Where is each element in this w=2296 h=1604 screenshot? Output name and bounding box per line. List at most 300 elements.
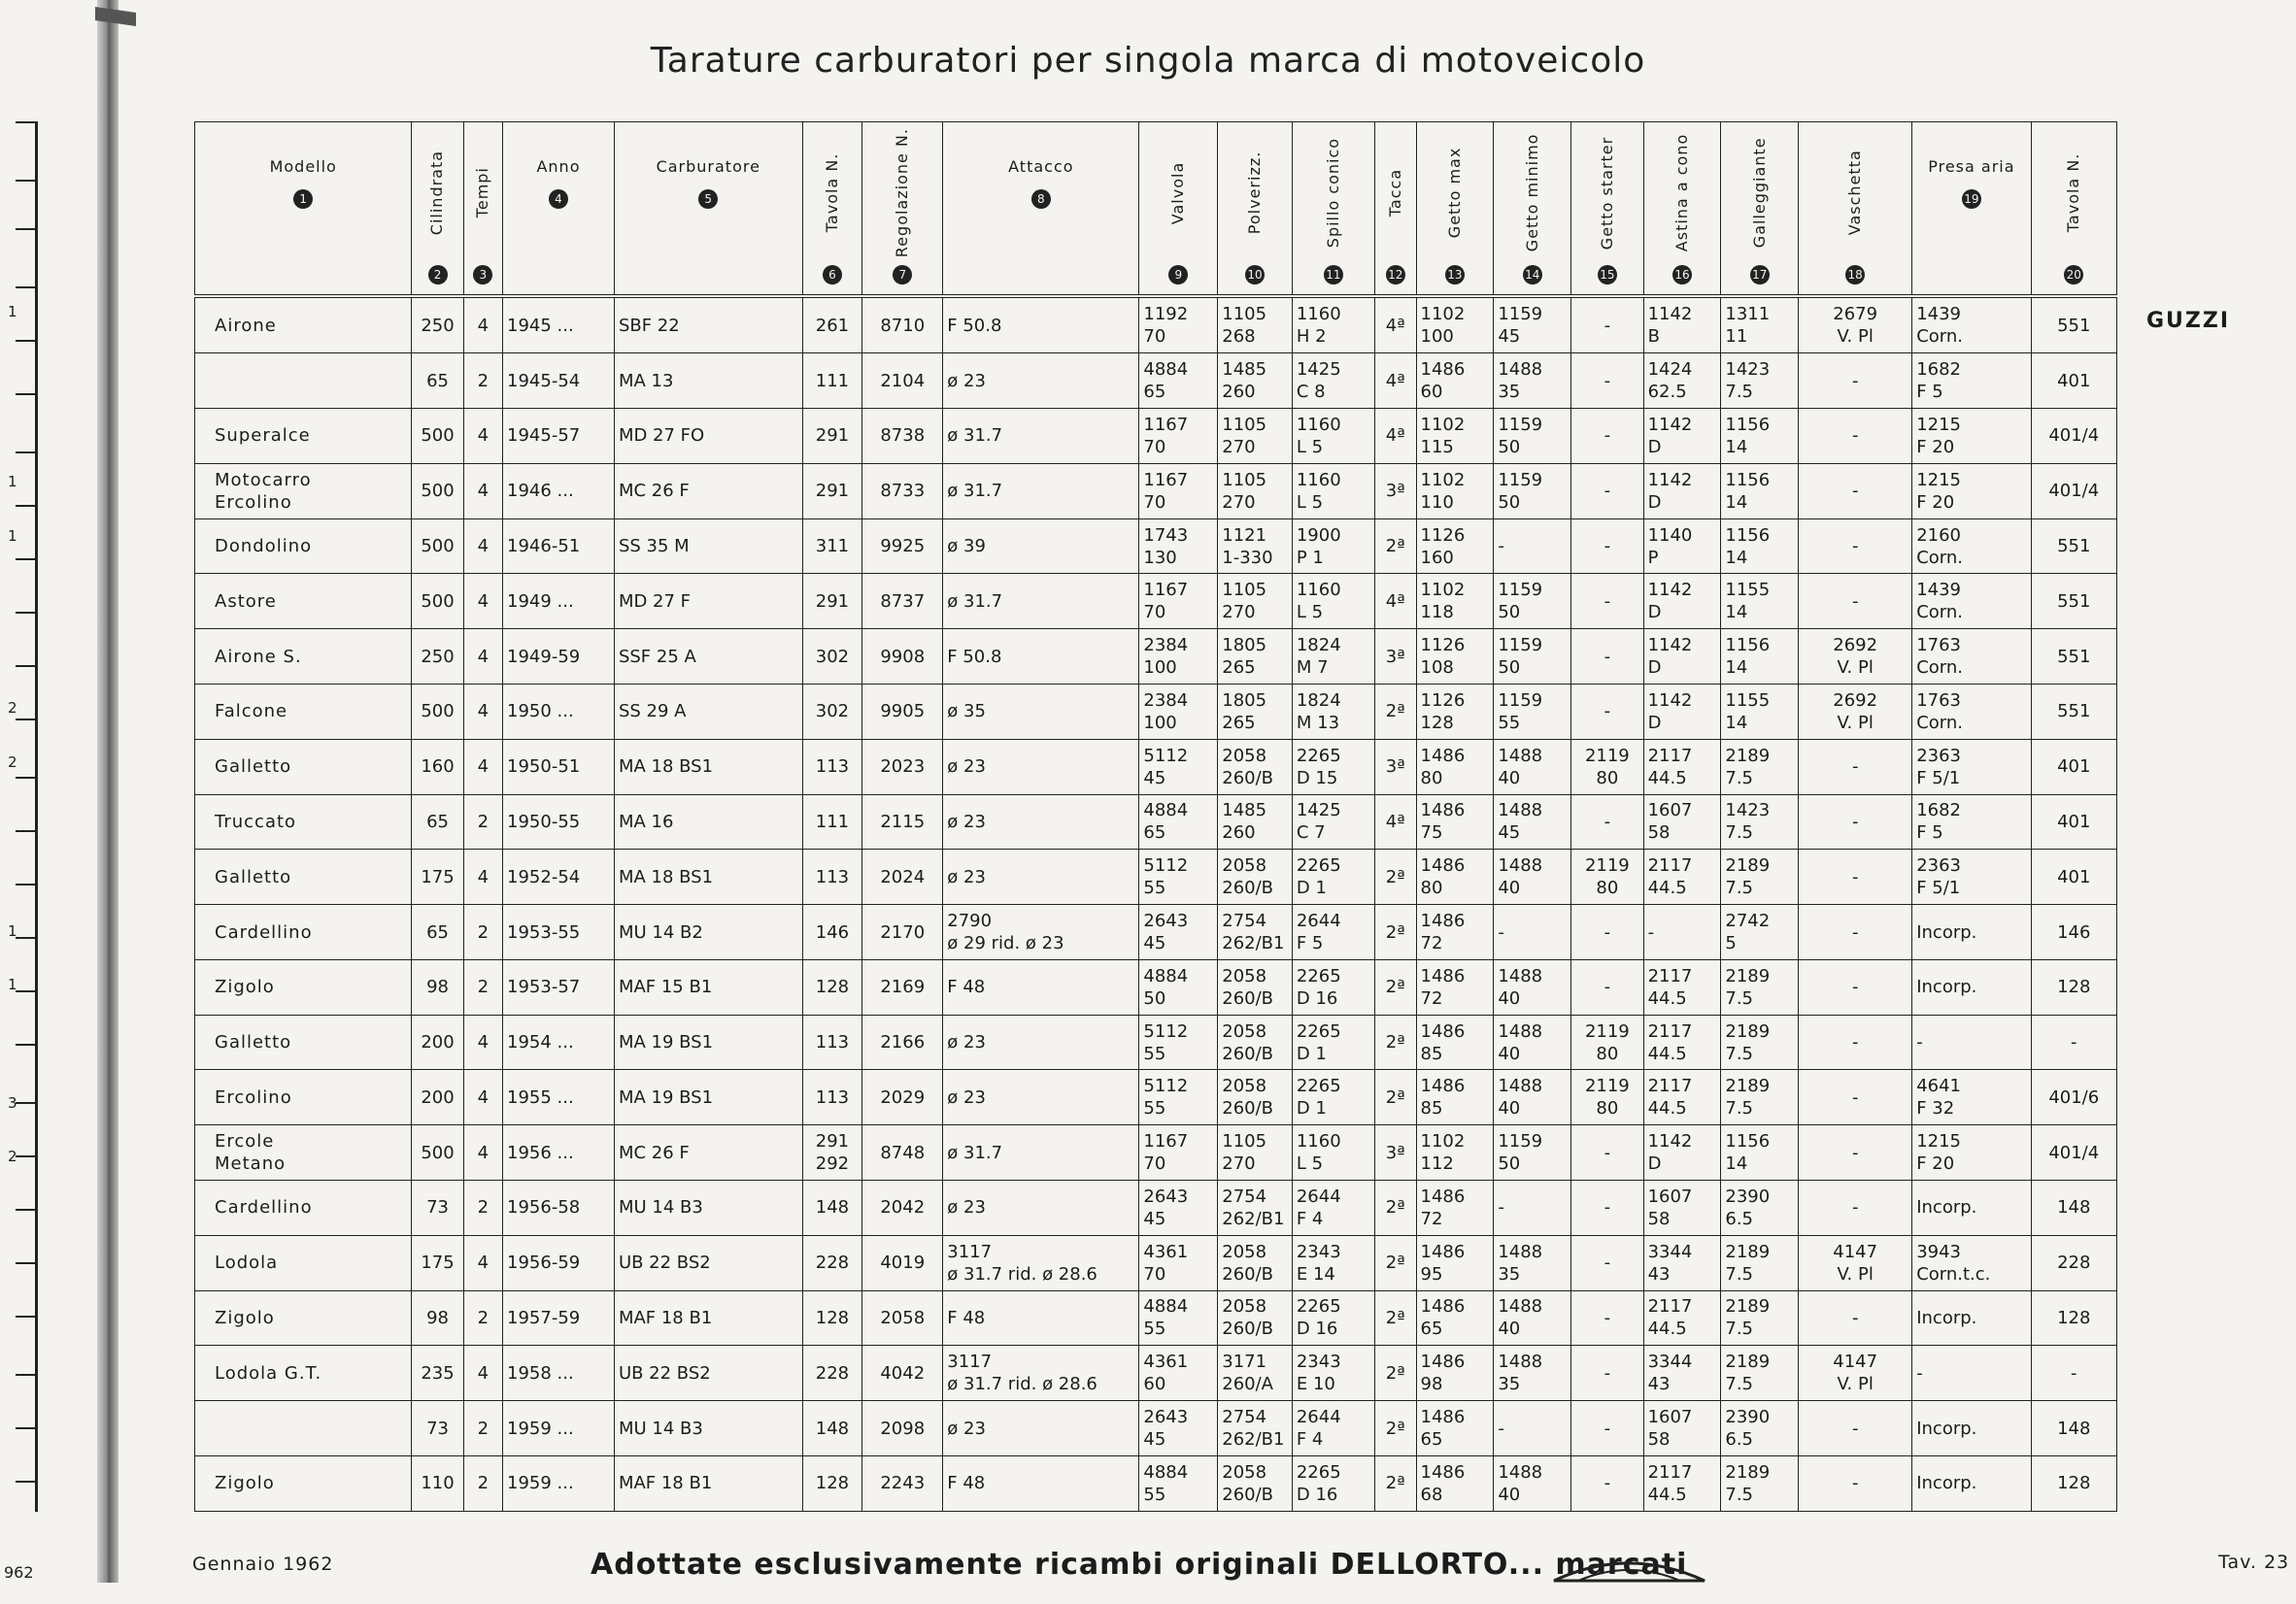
cell-anno: 1945-57 [503,409,615,464]
cell-attacco: ø 23 [943,1181,1139,1236]
cell-tav: 111 [802,353,862,409]
cell-gmax: 1486 95 [1416,1235,1494,1290]
cell-gstart: - [1571,1455,1643,1511]
ruler-number: 1 [8,527,17,545]
cell-polv: 1105 268 [1218,296,1293,353]
cell-anno: 1953-55 [503,905,615,960]
cell-gstart: - [1571,1346,1643,1401]
cell-tacca: 2ª [1374,959,1416,1015]
cell-presa: 1439 Corn. [1912,574,2031,629]
cell-tacca: 2ª [1374,1070,1416,1125]
table-row [195,1455,2117,1511]
cell-cil: 500 [412,518,463,574]
header-number-icon: 10 [1245,265,1265,284]
header-tacca [1374,122,1416,297]
cell-tacca: 4ª [1374,574,1416,629]
cell-modello: Falcone [195,684,412,739]
cell-carb: MA 19 BS1 [614,1070,802,1125]
cell-valvola: 5112 55 [1139,1015,1218,1070]
cell-reg: 8733 [862,463,943,518]
cell-spillo: 2265 D 1 [1292,850,1374,905]
table-row [195,296,2117,353]
cell-tempi: 2 [463,1181,502,1236]
cell-valvola: 2384 100 [1139,629,1218,685]
cell-tav2: 551 [2031,518,2116,574]
cell-attacco: ø 23 [943,1401,1139,1456]
cell-gstart: 2119 80 [1571,1070,1643,1125]
cell-gmin: 1159 45 [1494,296,1571,353]
cell-tav: 228 [802,1346,862,1401]
header-number-icon: 16 [1672,265,1692,284]
cell-gall: 1156 14 [1721,518,1799,574]
header-label: Valvola [1168,161,1188,224]
header-presa-aria [1912,122,2031,297]
ruler-tick [16,1374,35,1376]
cell-gmax: 1102 118 [1416,574,1494,629]
cell-tempi: 4 [463,629,502,685]
ruler-tick [16,718,35,720]
cell-gall: 1156 14 [1721,629,1799,685]
ruler-tick [16,228,35,230]
cell-valvola: 2643 45 [1139,1181,1218,1236]
table-row [195,1346,2117,1401]
cell-cil: 500 [412,1125,463,1181]
cell-astina: 1607 58 [1643,1401,1721,1456]
cell-attacco: ø 31.7 [943,1125,1139,1181]
cell-vasch: - [1799,574,1912,629]
cell-carb: MC 26 F [614,463,802,518]
header-number-icon: 9 [1168,265,1188,284]
header-attacco [943,122,1139,297]
cell-presa: Incorp. [1912,1290,2031,1346]
cell-astina: 1607 58 [1643,1181,1721,1236]
cell-tempi: 4 [463,850,502,905]
cell-astina: 1607 58 [1643,794,1721,850]
cell-attacco: ø 39 [943,518,1139,574]
cell-reg: 2169 [862,959,943,1015]
cell-polv: 1121 1-330 [1218,518,1293,574]
cell-cil: 65 [412,353,463,409]
cell-spillo: 2265 D 16 [1292,1455,1374,1511]
cell-gall: 1155 14 [1721,574,1799,629]
cell-tav2: 401 [2031,850,2116,905]
cell-valvola: 1167 70 [1139,409,1218,464]
cell-tav2: 401/4 [2031,409,2116,464]
ruler-tick [16,1316,35,1318]
ruler-number: 3 [8,1094,17,1112]
cell-gall: 2742 5 [1721,905,1799,960]
margin-ruler [0,121,38,1512]
cell-gall: 2189 7.5 [1721,1290,1799,1346]
cell-gmax: 1486 72 [1416,959,1494,1015]
cell-cil: 500 [412,463,463,518]
cell-modello: Airone [195,296,412,353]
cell-tacca: 4ª [1374,296,1416,353]
cell-gmax: 1486 75 [1416,794,1494,850]
book-binding-shadow [97,0,118,1583]
cell-cil: 98 [412,1290,463,1346]
cell-modello: Galletto [195,739,412,794]
cell-tempi: 2 [463,959,502,1015]
header-label: Getto max [1444,147,1464,239]
cell-reg: 2029 [862,1070,943,1125]
cell-cil: 175 [412,850,463,905]
cell-polv: 2754 262/B1 [1218,905,1293,960]
cell-gmin: 1159 55 [1494,684,1571,739]
cell-reg: 8710 [862,296,943,353]
header-number-icon: 4 [549,189,568,209]
header-getto-starter [1571,122,1643,297]
cell-reg: 8737 [862,574,943,629]
cell-anno: 1950-55 [503,794,615,850]
cell-modello: Cardellino [195,905,412,960]
header-label: Tempi [473,167,492,218]
cell-polv: 1485 260 [1218,353,1293,409]
cell-tav: 128 [802,1455,862,1511]
cell-vasch: 4147 V. Pl [1799,1346,1912,1401]
cell-gstart: - [1571,1181,1643,1236]
cell-polv: 1105 270 [1218,409,1293,464]
cell-tav: 128 [802,1290,862,1346]
cell-valvola: 1192 70 [1139,296,1218,353]
cell-spillo: 2265 D 1 [1292,1015,1374,1070]
cell-tav2: 128 [2031,1290,2116,1346]
cell-polv: 2058 260/B [1218,1070,1293,1125]
cell-astina: 2117 44.5 [1643,1015,1721,1070]
ruler-tick [16,1209,35,1211]
cell-valvola: 5112 55 [1139,1070,1218,1125]
cell-valvola: 4884 55 [1139,1455,1218,1511]
table-row [195,1235,2117,1290]
cell-presa: 2363 F 5/1 [1912,850,2031,905]
cell-modello: Lodola G.T. [195,1346,412,1401]
cell-polv: 1105 270 [1218,463,1293,518]
cell-astina: 2117 44.5 [1643,959,1721,1015]
cell-anno: 1953-57 [503,959,615,1015]
header-number-icon: 14 [1523,265,1542,284]
cell-tav2: 128 [2031,1455,2116,1511]
header-label: Tacca [1385,168,1404,217]
cell-anno: 1956-59 [503,1235,615,1290]
cell-tav2: 551 [2031,296,2116,353]
cell-attacco: 3117 ø 31.7 rid. ø 28.6 [943,1235,1139,1290]
cell-spillo: 1824 M 13 [1292,684,1374,739]
ruler-tick [16,990,35,992]
cell-spillo: 2265 D 15 [1292,739,1374,794]
cell-tav: 291 [802,574,862,629]
cell-gstart: - [1571,463,1643,518]
table-row [195,1290,2117,1346]
header-getto-max [1416,122,1494,297]
ruler-tick [16,340,35,342]
cell-spillo: 1425 C 7 [1292,794,1374,850]
cell-tempi: 4 [463,463,502,518]
header-label: Carburatore [656,157,760,176]
cell-gmin: 1159 50 [1494,1125,1571,1181]
cell-carb: MA 18 BS1 [614,850,802,905]
cell-reg: 9925 [862,518,943,574]
cell-modello: Ercole Metano [195,1125,412,1181]
cell-gmax: 1102 115 [1416,409,1494,464]
header-astina-a-cono [1643,122,1721,297]
cell-tacca: 2ª [1374,850,1416,905]
cell-carb: SSF 25 A [614,629,802,685]
cell-tav: 291 [802,463,862,518]
cell-astina: 1142 D [1643,574,1721,629]
ruler-number: 2 [8,1148,17,1165]
cell-spillo: 1160 H 2 [1292,296,1374,353]
table-row [195,1401,2117,1456]
header-label: Presa aria [1928,157,2015,176]
cell-polv: 3171 260/A [1218,1346,1293,1401]
cell-gall: 1423 7.5 [1721,794,1799,850]
cell-presa: Incorp. [1912,1455,2031,1511]
header-label: Astina a cono [1671,133,1691,252]
cell-valvola: 1167 70 [1139,1125,1218,1181]
cell-tav: 128 [802,959,862,1015]
table-row [195,959,2117,1015]
cell-carb: MA 19 BS1 [614,1015,802,1070]
cell-cil: 73 [412,1181,463,1236]
header-label: Tavola N. [2064,152,2083,233]
header-label: Modello [269,157,337,176]
cell-modello: Cardellino [195,1181,412,1236]
cell-reg: 9908 [862,629,943,685]
cell-astina: - [1643,905,1721,960]
cell-gmax: 1486 72 [1416,1181,1494,1236]
header-number-icon: 8 [1031,189,1051,209]
cell-astina: 3344 43 [1643,1235,1721,1290]
cell-astina: 1142 D [1643,409,1721,464]
cell-vasch: - [1799,794,1912,850]
cell-carb: SS 29 A [614,684,802,739]
ruler-tick [16,1481,35,1483]
ruler-tick [16,451,35,453]
cell-tempi: 4 [463,574,502,629]
cell-polv: 2058 260/B [1218,1290,1293,1346]
cell-reg: 8738 [862,409,943,464]
cell-tacca: 2ª [1374,1015,1416,1070]
cell-tacca: 3ª [1374,463,1416,518]
cell-tav: 311 [802,518,862,574]
cell-gall: 2189 7.5 [1721,1235,1799,1290]
cell-gstart: - [1571,1401,1643,1456]
header-number-icon: 13 [1445,265,1465,284]
cell-attacco: 3117 ø 31.7 rid. ø 28.6 [943,1346,1139,1401]
cell-attacco: ø 23 [943,1070,1139,1125]
cell-spillo: 2644 F 5 [1292,905,1374,960]
cell-modello: Galletto [195,1015,412,1070]
cell-cil: 250 [412,629,463,685]
cell-tav: 148 [802,1401,862,1456]
cell-polv: 2058 260/B [1218,1455,1293,1511]
cell-tav2: 148 [2031,1181,2116,1236]
cell-gmin: - [1494,1401,1571,1456]
cell-tempi: 4 [463,739,502,794]
cell-cil: 175 [412,1235,463,1290]
table-row [195,409,2117,464]
cell-spillo: 2265 D 1 [1292,1070,1374,1125]
cell-polv: 2754 262/B1 [1218,1401,1293,1456]
cell-valvola: 1167 70 [1139,574,1218,629]
ruler-tick [16,937,35,939]
cell-presa: 1439 Corn. [1912,296,2031,353]
cell-attacco: ø 23 [943,353,1139,409]
cell-presa: 2363 F 5/1 [1912,739,2031,794]
cell-gmin: 1488 40 [1494,1290,1571,1346]
cell-attacco: ø 23 [943,850,1139,905]
cell-carb: MAF 18 B1 [614,1290,802,1346]
table-row [195,1015,2117,1070]
cell-tav: 291 [802,409,862,464]
cell-spillo: 2343 E 14 [1292,1235,1374,1290]
cell-vasch: - [1799,353,1912,409]
table-row [195,574,2117,629]
ruler-tick [16,612,35,614]
cell-cil: 235 [412,1346,463,1401]
cell-polv: 2058 260/B [1218,1235,1293,1290]
cell-attacco: F 48 [943,1290,1139,1346]
cell-modello: Lodola [195,1235,412,1290]
cell-anno: 1949-59 [503,629,615,685]
cell-carb: MA 13 [614,353,802,409]
ruler-tick [16,286,35,288]
cell-gstart: - [1571,574,1643,629]
cell-anno: 1957-59 [503,1290,615,1346]
header-modello [195,122,412,297]
cell-presa: 4641 F 32 [1912,1070,2031,1125]
dellorto-logo-icon [1549,1554,1709,1583]
cell-carb: MU 14 B3 [614,1401,802,1456]
cell-gall: 1311 11 [1721,296,1799,353]
header-number-icon: 7 [893,265,912,284]
cell-tav: 113 [802,739,862,794]
cell-tacca: 2ª [1374,518,1416,574]
cell-tempi: 4 [463,518,502,574]
header-number-icon: 15 [1598,265,1617,284]
cell-tav2: 401 [2031,739,2116,794]
cell-cil: 500 [412,684,463,739]
header-number-icon: 2 [428,265,448,284]
cell-spillo: 1160 L 5 [1292,463,1374,518]
cell-modello: Zigolo [195,1290,412,1346]
cell-cil: 500 [412,574,463,629]
cell-modello: Dondolino [195,518,412,574]
table-row [195,1181,2117,1236]
cell-attacco: 2790 ø 29 rid. ø 23 [943,905,1139,960]
cell-tempi: 2 [463,794,502,850]
brand-label: GUZZI [2146,309,2231,333]
cell-tav2: 401 [2031,794,2116,850]
cell-modello: Ercolino [195,1070,412,1125]
cell-polv: 1805 265 [1218,629,1293,685]
header-number-icon: 18 [1845,265,1865,284]
cell-presa: Incorp. [1912,959,2031,1015]
cell-vasch: - [1799,1070,1912,1125]
cell-tempi: 4 [463,1070,502,1125]
cell-anno: 1956 ... [503,1125,615,1181]
cell-carb: MD 27 F [614,574,802,629]
cell-gmin: 1488 45 [1494,794,1571,850]
header-number-icon: 20 [2064,265,2083,284]
cell-anno: 1958 ... [503,1346,615,1401]
cell-tav2: 401/6 [2031,1070,2116,1125]
cell-gstart: - [1571,518,1643,574]
header-label: Tavola N. [822,152,841,233]
cell-cil: 98 [412,959,463,1015]
cell-spillo: 1900 P 1 [1292,518,1374,574]
cell-polv: 1805 265 [1218,684,1293,739]
header-label: Anno [536,157,581,176]
cell-valvola: 1167 70 [1139,463,1218,518]
cell-gall: 2189 7.5 [1721,1070,1799,1125]
cell-anno: 1945-54 [503,353,615,409]
cell-spillo: 2343 E 10 [1292,1346,1374,1401]
table-row [195,518,2117,574]
cell-reg: 2170 [862,905,943,960]
ruler-number: 1 [8,473,17,490]
cell-cil: 110 [412,1455,463,1511]
cell-valvola: 4884 65 [1139,353,1218,409]
cell-tav: 113 [802,1015,862,1070]
cell-gstart: - [1571,409,1643,464]
header-label: Attacco [1008,157,1074,176]
cell-valvola: 2384 100 [1139,684,1218,739]
cell-gmax: 1486 85 [1416,1070,1494,1125]
cell-modello: Airone S. [195,629,412,685]
cell-presa: 1763 Corn. [1912,629,2031,685]
cell-tav: 228 [802,1235,862,1290]
cell-gstart: - [1571,353,1643,409]
header-polverizz [1218,122,1293,297]
header-getto-minimo [1494,122,1571,297]
cell-gall: 2189 7.5 [1721,1455,1799,1511]
cell-reg: 2115 [862,794,943,850]
cell-vasch: 2692 V. Pl [1799,629,1912,685]
cell-reg: 4042 [862,1346,943,1401]
cell-carb: MA 16 [614,794,802,850]
cell-cil: 500 [412,409,463,464]
cell-presa: 1763 Corn. [1912,684,2031,739]
cell-valvola: 4884 55 [1139,1290,1218,1346]
header-label: Regolazione N. [893,128,912,258]
cell-astina: 2117 44.5 [1643,850,1721,905]
cell-vasch: 2692 V. Pl [1799,684,1912,739]
cell-tacca: 2ª [1374,1290,1416,1346]
cell-gstart: 2119 80 [1571,850,1643,905]
cell-spillo: 1824 M 7 [1292,629,1374,685]
cell-polv: 2754 262/B1 [1218,1181,1293,1236]
cell-carb: MU 14 B3 [614,1181,802,1236]
header-carburatore [614,122,802,297]
cell-valvola: 4884 65 [1139,794,1218,850]
cell-astina: 3344 43 [1643,1346,1721,1401]
ruler-tick [16,558,35,560]
cell-gmin: 1488 35 [1494,1235,1571,1290]
cell-modello [195,1401,412,1456]
cell-presa: 3943 Corn.t.c. [1912,1235,2031,1290]
table-row [195,739,2117,794]
cell-gmax: 1486 65 [1416,1401,1494,1456]
page-title: Tarature carburatori per singola marca di motoveicolo [650,41,1646,81]
cell-polv: 1485 260 [1218,794,1293,850]
ruler-number: 1 [8,922,17,940]
table-row [195,794,2117,850]
cell-valvola: 2643 45 [1139,1401,1218,1456]
cell-gstart: - [1571,794,1643,850]
cell-gstart: - [1571,905,1643,960]
cell-reg: 2098 [862,1401,943,1456]
